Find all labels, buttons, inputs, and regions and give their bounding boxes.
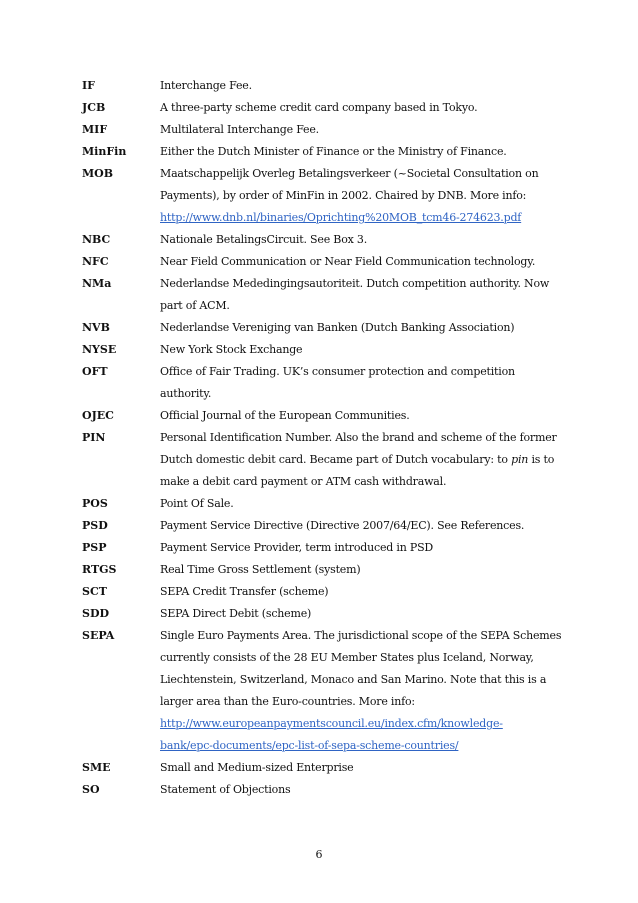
definition-text: Dutch domestic debit card. Became part of Dutch vocabulary: to	[160, 453, 512, 466]
definition	[160, 141, 552, 163]
abbreviation: MIF	[82, 123, 108, 136]
definition-line: Nederlandse Mededingingsautoriteit. Dutch competition authority. Now	[160, 277, 550, 290]
glossary-entry-sct	[82, 581, 552, 603]
abbreviation: SO	[82, 783, 100, 796]
definition	[160, 537, 552, 559]
glossary-entry-rtgs	[82, 559, 552, 581]
definition	[160, 361, 552, 405]
abbreviation: MinFin	[82, 145, 127, 158]
glossary-entry-so	[82, 779, 552, 801]
glossary-entry-sdd	[82, 603, 552, 625]
definition-line: Nationale BetalingsCircuit. See Box 3.	[160, 233, 368, 246]
definition-line: Payment Service Directive (Directive 2007/64/EC). See References.	[160, 519, 525, 532]
abbreviation: NVB	[82, 321, 110, 334]
abbreviation: PSP	[82, 541, 107, 554]
definition	[160, 339, 552, 361]
definition-line: Payment Service Provider, term introduced in PSD	[160, 541, 434, 554]
glossary-entry-nbc	[82, 229, 552, 251]
abbreviation: JCB	[82, 101, 106, 114]
definition	[160, 405, 552, 427]
definition	[160, 119, 552, 141]
definition-line: Personal Identification Number. Also the brand and scheme of the former	[160, 431, 557, 444]
glossary-entry-mif	[82, 119, 552, 141]
definition-line: Official Journal of the European Communities.	[160, 409, 410, 422]
mob-info-link[interactable]: http://www.dnb.nl/binaries/Oprichting%20MOB_tcm46-274623.pdf	[160, 211, 522, 224]
abbreviation: SME	[82, 761, 111, 774]
definition-line: Nederlandse Vereniging van Banken (Dutch Banking Association)	[160, 321, 515, 334]
definition	[160, 581, 552, 603]
definition	[160, 97, 552, 119]
abbreviation: IF	[82, 79, 95, 92]
definition-line: SEPA Credit Transfer (scheme)	[160, 585, 329, 598]
sepa-info-link-continued[interactable]: bank/epc-documents/epc-list-of-sepa-scheme-countries/	[160, 739, 459, 752]
definition-line: New York Stock Exchange	[160, 343, 303, 356]
definition-line: Real Time Gross Settlement (system)	[160, 563, 361, 576]
definition-line	[160, 449, 557, 471]
glossary-entry-nyse	[82, 339, 552, 361]
glossary-entry-if	[82, 75, 552, 97]
glossary-entry-minfin	[82, 141, 552, 163]
definition-line: Multilateral Interchange Fee.	[160, 123, 319, 136]
definition	[160, 317, 552, 339]
glossary-entry-sepa	[82, 625, 562, 757]
definition	[160, 75, 552, 97]
glossary-entry-pin	[82, 427, 557, 493]
definition	[160, 427, 557, 493]
definition	[160, 163, 552, 229]
abbreviation: PIN	[82, 431, 106, 444]
glossary-entry-nfc	[82, 251, 552, 273]
definition-line: Either the Dutch Minister of Finance or the Ministry of Finance.	[160, 145, 507, 158]
definition-line: Payments), by order of MinFin in 2002. Chaired by DNB. More info:	[160, 189, 527, 202]
abbreviation: NBC	[82, 233, 111, 246]
abbreviation: MOB	[82, 167, 114, 180]
abbreviation: PSD	[82, 519, 108, 532]
glossary-entry-sme	[82, 757, 552, 779]
glossary-entry-oft	[82, 361, 552, 405]
definition-line: Interchange Fee.	[160, 79, 252, 92]
definition-line: authority.	[160, 387, 212, 400]
glossary-entry-nma	[82, 273, 552, 317]
glossary-entry-psp	[82, 537, 552, 559]
abbreviation: SCT	[82, 585, 107, 598]
emphasized-term: pin	[511, 453, 529, 466]
definition-line: Liechtenstein, Switzerland, Monaco and San Marino. Note that this is a	[160, 673, 547, 686]
definition-line: SEPA Direct Debit (scheme)	[160, 607, 312, 620]
definition-line: A three-party scheme credit card company based in Tokyo.	[160, 101, 478, 114]
abbreviation: OJEC	[82, 409, 114, 422]
definition-text: is to	[528, 453, 555, 466]
definition	[160, 559, 552, 581]
definition-line: Office of Fair Trading. UK’s consumer protection and competition	[160, 365, 515, 378]
definition-line: Single Euro Payments Area. The jurisdictional scope of the SEPA Schemes	[160, 629, 562, 642]
definition	[160, 625, 561, 757]
abbreviation: OFT	[82, 365, 108, 378]
definition	[160, 273, 552, 317]
abbreviation: NMa	[82, 277, 112, 290]
glossary-entry-mob	[82, 163, 552, 229]
abbreviation: NYSE	[82, 343, 117, 356]
definition-line: currently consists of the 28 EU Member States plus Iceland, Norway,	[160, 651, 534, 664]
glossary-entry-nvb	[82, 317, 552, 339]
glossary-entry-jcb	[82, 97, 552, 119]
abbreviation: SDD	[82, 607, 110, 620]
definition	[160, 515, 552, 537]
definition-line: make a debit card payment or ATM cash withdrawal.	[160, 475, 447, 488]
definition-line: Small and Medium-sized Enterprise	[160, 761, 354, 774]
abbreviation: NFC	[82, 255, 109, 268]
page-number: 6	[315, 848, 323, 861]
definition	[160, 251, 552, 273]
definition-line: part of ACM.	[160, 299, 230, 312]
glossary-entry-psd	[82, 515, 552, 537]
abbreviation-glossary	[82, 75, 562, 801]
definition	[160, 757, 552, 779]
definition	[160, 493, 552, 515]
definition-line: Point Of Sale.	[160, 497, 234, 510]
definition	[160, 779, 552, 801]
abbreviation: POS	[82, 497, 108, 510]
sepa-info-link[interactable]: http://www.europeanpaymentscouncil.eu/index.cfm/knowledge-	[160, 717, 503, 730]
definition-line: Near Field Communication or Near Field Communication technology.	[160, 255, 536, 268]
glossary-entry-ojec	[82, 405, 552, 427]
definition-line: larger area than the Euro-countries. More info:	[160, 695, 415, 708]
abbreviation: SEPA	[82, 629, 115, 642]
definition-line: Statement of Objections	[160, 783, 291, 796]
definition	[160, 603, 552, 625]
definition-line: Maatschappelijk Overleg Betalingsverkeer (~Societal Consultation on	[160, 167, 539, 180]
abbreviation: RTGS	[82, 563, 117, 576]
glossary-entry-pos	[82, 493, 552, 515]
definition	[160, 229, 552, 251]
